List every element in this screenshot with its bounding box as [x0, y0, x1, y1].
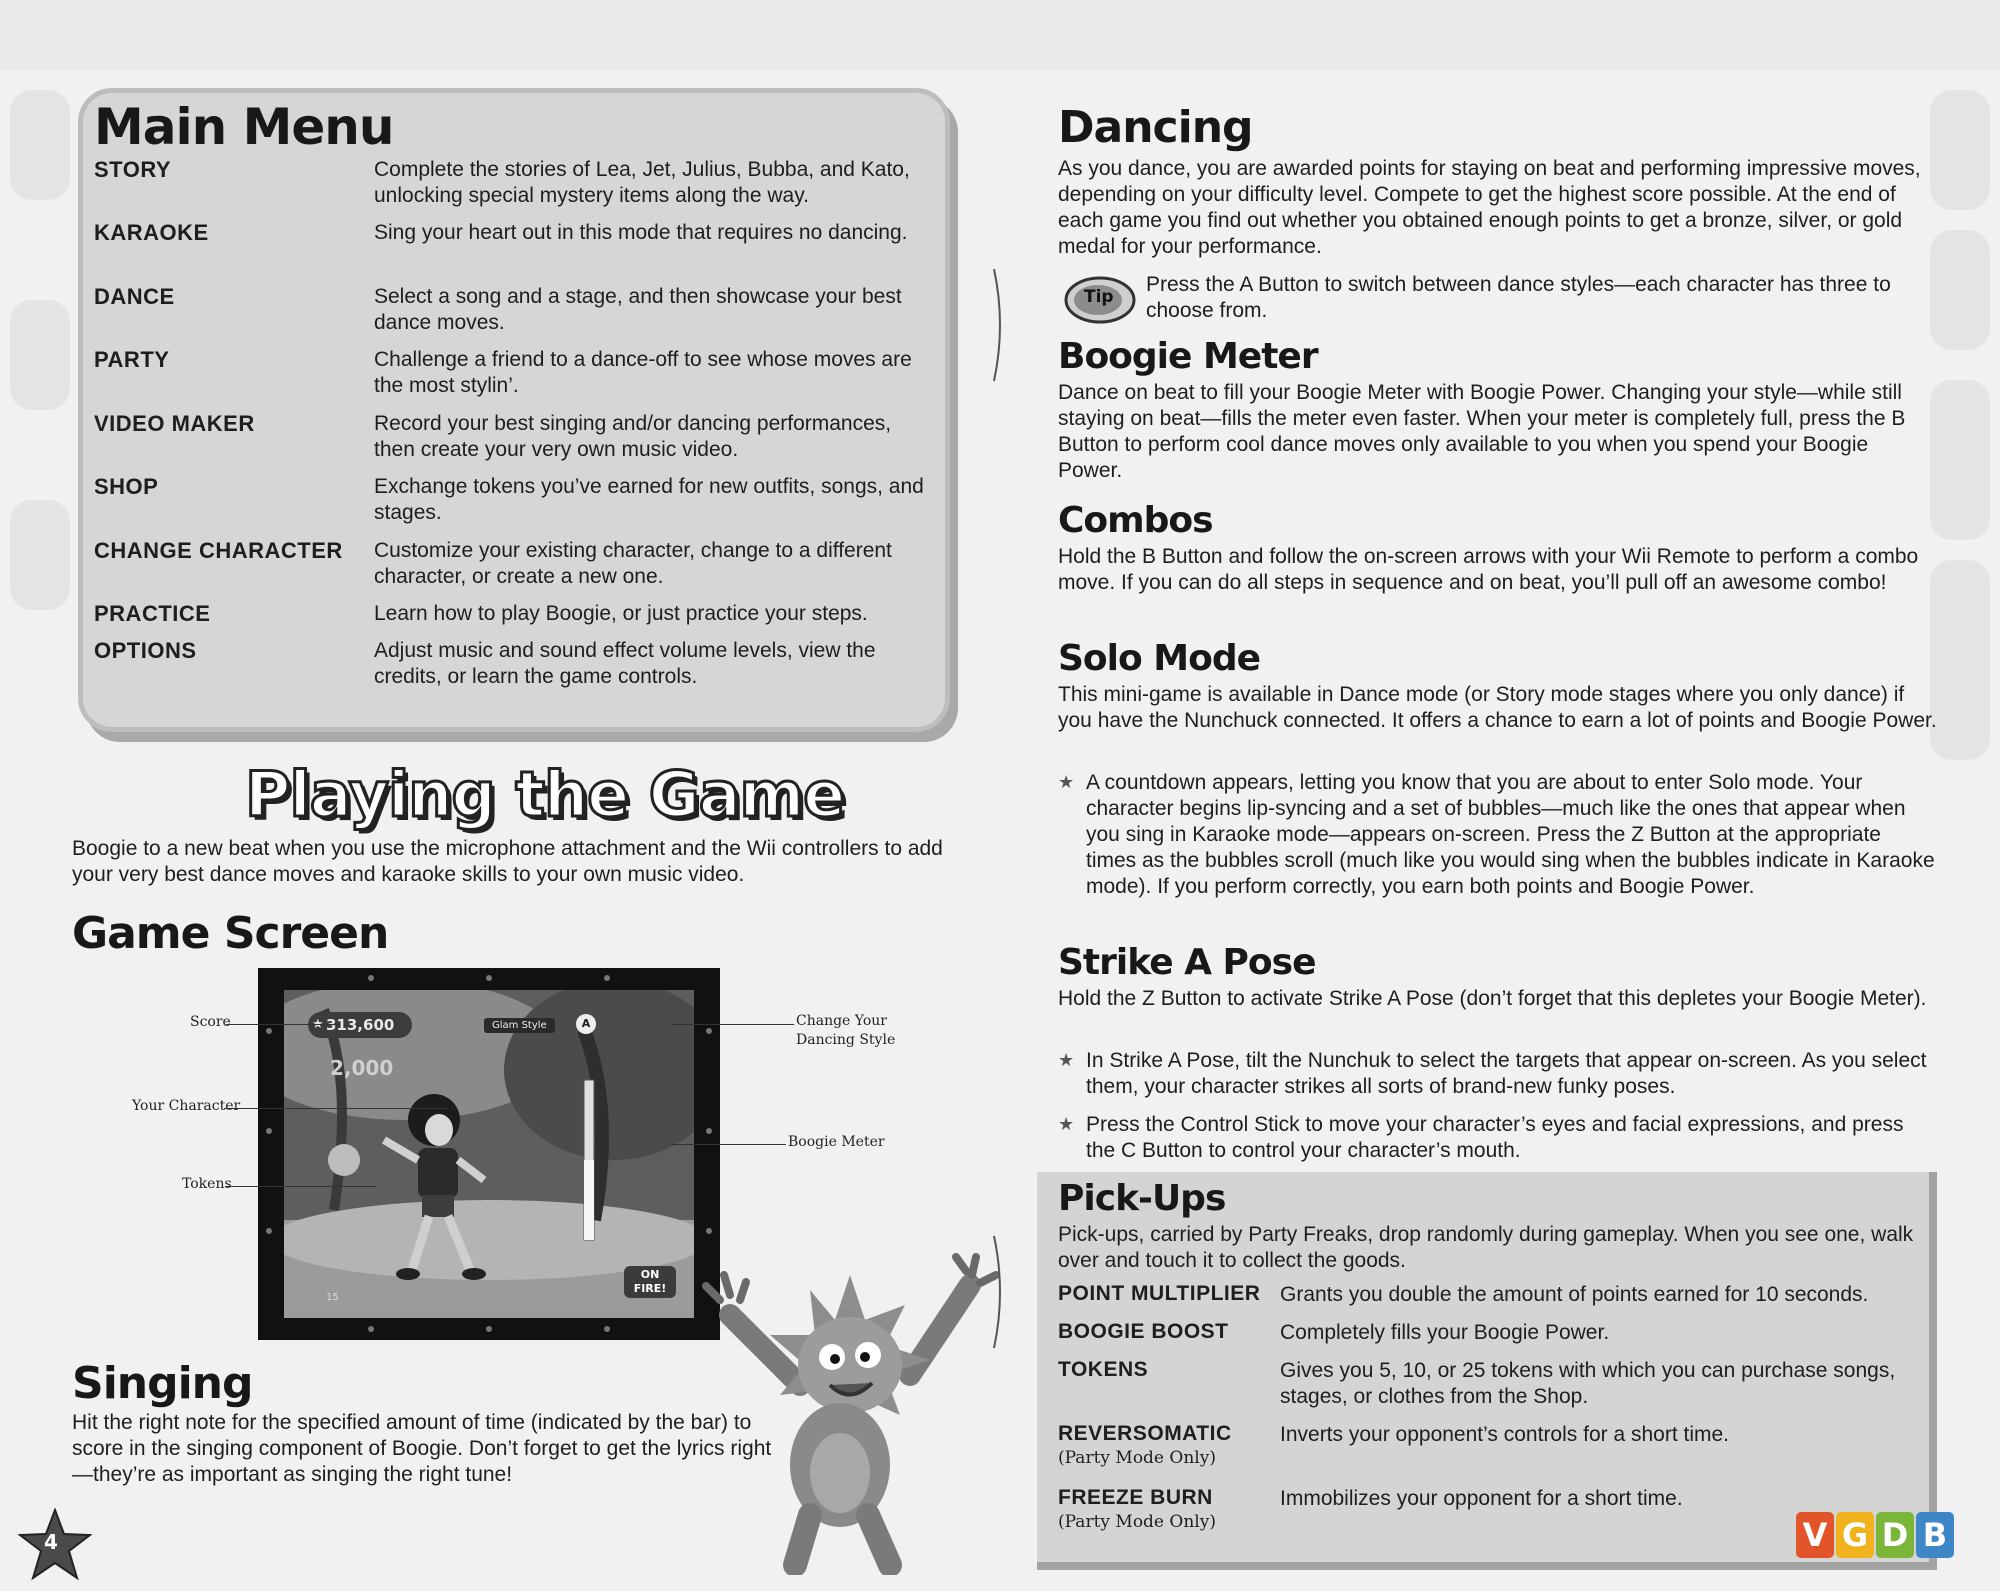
boogie-meter-text: Dance on beat to fill your Boogie Meter with Boogie Power. Changing your style—while still staying on beat—fills the meter even faster. When your meter is completely full, press the B Button to perform cool dance moves only available to you when you spend your Boogie Power. [1058, 381, 1906, 482]
menu-desc: Exchange tokens you’ve earned for new outfits, songs, and stages. [374, 475, 924, 524]
watermark-letter: B [1916, 1512, 1954, 1558]
tip-label: Tip [1084, 287, 1114, 307]
playing-intro-text: Boogie to a new beat when you use the microphone attachment and the Wii controllers to add your very best dance moves and karaoke skills to your own music video. [72, 837, 943, 886]
callout-line [224, 1108, 448, 1109]
singing-text: Hit the right note for the specified amount of time (indicated by the bar) to score in the singing component of Boogie. Don’t forget to get the lyrics right—they’re as important as singing the right tune! [72, 1411, 772, 1486]
menu-desc: Sing your heart out in this mode that requires no dancing. [374, 221, 908, 244]
style-label: Glam Style [484, 1018, 555, 1033]
pickup-note: (Party Mode Only) [1058, 1512, 1216, 1532]
page-number: 4 [44, 1530, 58, 1554]
menu-key: CHANGE CHARACTER [94, 538, 343, 563]
callout-your-character: Your Character [132, 1098, 241, 1114]
pickup-desc: Gives you 5, 10, or 25 tokens with which you can purchase songs, stages, or clothes from the Shop. [1280, 1359, 1896, 1408]
watermark-letter: G [1836, 1512, 1874, 1558]
watermark-letter: D [1876, 1512, 1914, 1558]
vgdb-watermark [1796, 1512, 1954, 1558]
token-count: 15 [326, 1292, 339, 1303]
watermark-letter: V [1796, 1512, 1834, 1558]
strike-bullet: Press the Control Stick to move your character’s eyes and facial expressions, and press the C Button to control your character’s mouth. [1086, 1113, 1904, 1162]
bullet-star-icon: ★ [1058, 1050, 1075, 1071]
game-screen-title: Game Screen [72, 908, 389, 959]
pickup-key: BOOGIE BOOST [1058, 1320, 1229, 1343]
star-icon: ★ [312, 1017, 324, 1032]
boogie-meter-title: Boogie Meter [1058, 336, 1318, 377]
binding-mark [990, 1232, 1014, 1352]
menu-key: VIDEO MAKER [94, 411, 255, 436]
binding-mark [990, 265, 1014, 385]
dancing-text: As you dance, you are awarded points for staying on beat and performing impressive moves, depending on your difficulty level. Compete to get the highest score possible. At the end of each game you find out whether you obtained enough points to get a bronze, silver, or gold medal for your performance. [1058, 157, 1921, 258]
pickup-desc: Completely fills your Boogie Power. [1280, 1321, 1610, 1344]
callout-line [672, 1144, 786, 1145]
bullet-star-icon: ★ [1058, 1114, 1075, 1135]
solo-mode-bullet: A countdown appears, letting you know that you are about to enter Solo mode. Your character begins lip-syncing and a set of bubbles—much like the ones that appear when you sing in Karaoke mode—appears on-screen. Press the Z Button at the appropriate times as the bubbles scroll (much like you would sing when the bubbles indicate in Karaoke mode). If you perform correctly, you earn both points and Boogie Power. [1086, 771, 1935, 898]
menu-desc: Complete the stories of Lea, Jet, Julius, Bubba, and Kato, unlocking special mystery items along the way. [374, 158, 910, 207]
menu-desc: Adjust music and sound effect volume levels, view the credits, or learn the game controls. [374, 639, 876, 688]
menu-key: OPTIONS [94, 638, 197, 663]
pickup-note: (Party Mode Only) [1058, 1448, 1216, 1468]
callout-boogie-meter: Boogie Meter [788, 1134, 885, 1150]
callout-line [226, 1186, 376, 1187]
bullet-star-icon: ★ [1058, 772, 1075, 793]
pickup-key: FREEZE BURN [1058, 1486, 1213, 1509]
menu-desc: Record your best singing and/or dancing performances, then create your very own music video. [374, 412, 892, 461]
score-hud [308, 1012, 412, 1038]
menu-desc: Challenge a friend to a dance-off to see whose moves are the most stylin’. [374, 348, 912, 397]
menu-key: PRACTICE [94, 601, 211, 626]
points-value: 2,000 [330, 1056, 394, 1080]
combos-text: Hold the B Button and follow the on-screen arrows with your Wii Remote to perform a combo move. If you can do all steps in sequence and on beat, you’ll pull off an awesome combo! [1058, 545, 1919, 594]
solo-mode-title: Solo Mode [1058, 638, 1261, 679]
menu-desc: Select a song and a stage, and then showcase your best dance moves. [374, 285, 902, 334]
singing-title: Singing [72, 1358, 253, 1409]
menu-key: STORY [94, 157, 172, 182]
pickup-desc: Immobilizes your opponent for a short time. [1280, 1487, 1683, 1510]
solo-mode-text: This mini-game is available in Dance mode (or Story mode stages where you only dance) if you have the Nunchuck connected. It offers a chance to earn a lot of points and Boogie Power. [1058, 683, 1937, 732]
tip-text: Press the A Button to switch between dance styles—each character has three to choose from. [1146, 273, 1891, 322]
score-value: 313,600 [326, 1016, 395, 1034]
menu-key: SHOP [94, 474, 159, 499]
pickup-desc: Inverts your opponent’s controls for a short time. [1280, 1423, 1729, 1446]
pickups-text: Pick-ups, carried by Party Freaks, drop randomly during gameplay. When you see one, walk over and touch it to collect the goods. [1058, 1223, 1914, 1272]
strike-bullet: In Strike A Pose, tilt the Nunchuk to select the targets that appear on-screen. As you select them, your character strikes all sorts of brand-new funky poses. [1086, 1049, 1927, 1098]
callout-line [226, 1024, 338, 1025]
menu-key: PARTY [94, 347, 170, 372]
main-menu-title: Main Menu [94, 98, 394, 156]
strike-a-pose-title: Strike A Pose [1058, 942, 1316, 983]
pickups-title: Pick-Ups [1058, 1178, 1226, 1219]
pickup-desc: Grants you double the amount of points earned for 10 seconds. [1280, 1283, 1869, 1306]
pickup-key: TOKENS [1058, 1358, 1149, 1381]
callout-score: Score [190, 1014, 231, 1030]
on-fire-label: ON FIRE! [624, 1266, 676, 1298]
callout-line [672, 1024, 794, 1025]
pickup-key: POINT MULTIPLIER [1058, 1282, 1261, 1305]
callout-tokens: Tokens [182, 1176, 232, 1192]
menu-key: KARAOKE [94, 220, 209, 245]
callout-change-style: Change Your Dancing Style [796, 1013, 896, 1048]
menu-desc: Learn how to play Boogie, or just practice your steps. [374, 602, 868, 625]
menu-desc: Customize your existing character, change to a different character, or create a new one. [374, 539, 892, 588]
playing-the-game-title: Playing the Game [245, 758, 845, 831]
dancing-title: Dancing [1058, 102, 1253, 153]
strike-a-pose-text: Hold the Z Button to activate Strike A Pose (don’t forget that this depletes your Boogie Meter). [1058, 987, 1927, 1010]
pickup-key: REVERSOMATIC [1058, 1422, 1232, 1445]
combos-title: Combos [1058, 500, 1213, 541]
menu-key: DANCE [94, 284, 175, 309]
a-button-icon: A [576, 1014, 596, 1034]
